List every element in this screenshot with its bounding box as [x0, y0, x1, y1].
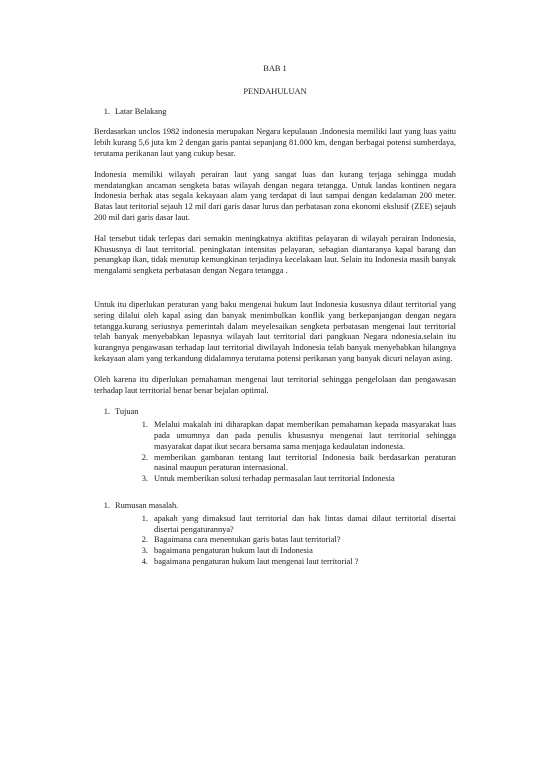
document-content	[94, 64, 456, 568]
list-item-text: Bagaimana cara menentukan garis batas laut territorial?	[154, 535, 341, 545]
rumusan-list	[94, 514, 456, 568]
list-item-number: 2.	[141, 452, 148, 462]
list-item	[94, 474, 456, 485]
list-item-text: Untuk memberikan solusi terhadap permasalan laut territorial Indonesia	[154, 474, 395, 484]
list-item	[94, 535, 456, 546]
list-item-text: Melalui makalah ini diharapkan dapat memberikan pemahaman kepada masyarakat luas pada umumnya dan pada penulis khususnya mengenai laut territorial sehingga masyarakat dapat ikut secara bersama sama menjaga kedaulatan indonesia.	[154, 420, 456, 451]
chapter-title: BAB 1	[263, 64, 287, 73]
section-title: Latar Belakang	[115, 106, 167, 116]
list-item	[94, 420, 456, 452]
list-item	[94, 546, 456, 557]
paragraph: Indonesia memiliki wilayah perairan laut yang sangat luas dan kurang terjaga sehingga mudah mendatangkan ancaman sengketa batas wilayah dengan negara tetangga. Untuk landas kontinen negara Indonesia berhak atas segala kekayaan alam yang terdapat di laut sampai dengan kedalaman 200 meter. Batas laut teritorial sejauh 12 mil dari garis dasar lurus dan perbatasan zona ekonomi ekslusif (ZEE) sejauh 200 mil dari garis dasar laut.	[94, 169, 456, 222]
chapter-heading: PENDAHULUAN	[243, 86, 307, 96]
paragraph: Berdasarkan unclos 1982 indonesia merupakan Negara kepulauan .Indonesia memiliki laut yang luas yaitu lebih kurang 5,6 juta km 2 dengan garis pantai sepanjang 81.000 km, dengan berbagai potensi sumberdaya, terutama perikanan laut yang cukup besar.	[94, 127, 456, 158]
list-item	[94, 557, 456, 568]
paragraph: Oleh karena itu diperlukan pemahaman mengenai laut territorial sehingga pengelolaan dan pengawasan terhadap laut territorial benar benar bejalan optimal.	[94, 374, 456, 395]
list-item-text: bagaimana pengaturan hukum laut mengenai laut territorial ?	[154, 556, 359, 566]
list-item-text: memberikan gambaran tentang laut territorial Indonesia baik berdasarkan peraturan nasinal maupun peraturan internasional.	[154, 452, 456, 473]
list-item-number: 1.	[141, 513, 148, 523]
list-item-number: 2.	[141, 535, 148, 545]
section-title: Rumusan masalah.	[115, 500, 179, 510]
section-heading-tujuan	[94, 407, 456, 418]
section-heading-latar-belakang	[94, 107, 456, 118]
list-item-text: bagaimana pengaturan hukum laut di Indonesia	[154, 546, 313, 556]
section-number: 1.	[103, 500, 110, 510]
list-item-number: 4.	[141, 556, 148, 566]
section-number: 1.	[103, 106, 110, 116]
section-title: Tujuan	[115, 407, 139, 417]
list-item	[94, 514, 456, 536]
list-item-number: 3.	[141, 474, 148, 484]
paragraph: Hal tersebut tidak terlepas dari semakin meningkatnya aktifitas pelayaran di wilayah perairan Indonesia, Khususnya di laut territorial. peningkatan intensitas pelayaran, sebagian diantaranya kapal barang dan penangkap ikan, tidak menutup kemungkinan terjadinya kecelakaan laut. Selain itu Indonesia masih banyak mengalami sengketa perbatasan dengan Negara tetangga .	[94, 233, 456, 276]
section-heading-rumusan-masalah	[94, 501, 456, 512]
paragraph: Untuk itu diperlukan peraturan yang baku mengenai hukum laut Indonesia kususnya dilaut territorial yang sering dilalui oleh kapal asing dan banyak menimbulkan konflik yang berkepanjangan dengan negara tetangga.kurang seriusnya pemerintah dalam meyelesaikan sengketa perbatasan mengenai laut territorial telah banyak menyebabkan lepasnya wilayah laut territorial dari pangkuan Negara ndonesia.selain itu kurangnya pengawasan terhadap laut territorial diwilayah Indonesia telah banyak menyebabkan hilangnya kekayaan alam yang terkandung didalamnya terutama potensi perikanan yang banyak dicuri nelayan asing.	[94, 299, 456, 363]
section-number: 1.	[103, 407, 110, 417]
list-item	[94, 453, 456, 475]
tujuan-list	[94, 420, 456, 485]
list-item-text: apakah yang dimaksud laut territorial dan hak lintas damai dilaut territorial disertai disertai pengaturannya?	[154, 513, 456, 534]
list-item-number: 1.	[141, 420, 148, 430]
list-item-number: 3.	[141, 546, 148, 556]
